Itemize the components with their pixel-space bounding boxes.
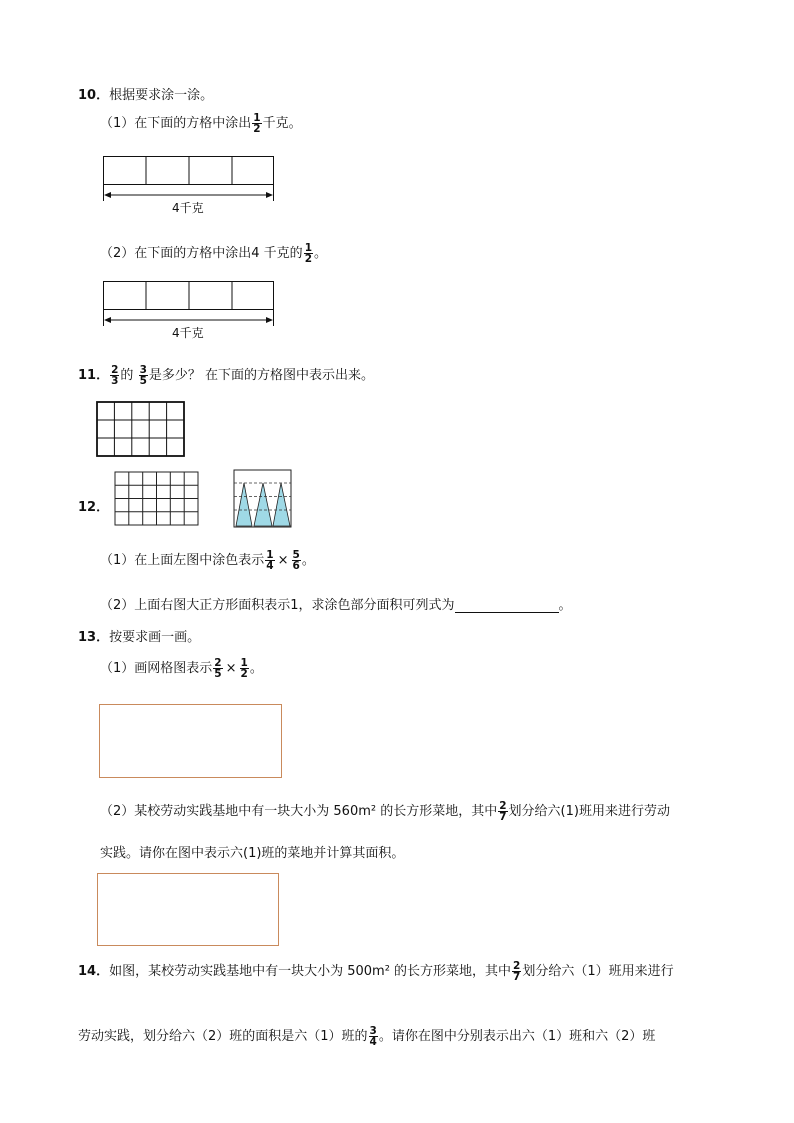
q12-right-square[interactable]	[233, 469, 293, 529]
fraction: $\frac{2}{7}$	[499, 799, 507, 823]
fraction: $\frac{5}{6}$	[292, 548, 300, 572]
q10-bar-label-2: 4千克	[172, 326, 204, 340]
q11-stem	[78, 364, 374, 387]
fraction: $\frac{1}{2}$	[304, 241, 312, 265]
q13-number: 13．	[78, 630, 110, 645]
q14-line1	[78, 960, 674, 983]
q10-p2-suffix: 。	[314, 246, 328, 261]
q14-text-2-cont: 。请你在图中分别表示出六（1）班和六（2）班	[378, 1029, 656, 1044]
q10-stem	[78, 84, 213, 103]
q13-p2-text: （2）某校劳动实践基地中有一块大小为 560m² 的长方形菜地，其中	[100, 804, 498, 819]
q13-drawing-box-1[interactable]	[99, 704, 282, 778]
fraction: $\frac{3}{4}$	[369, 1024, 377, 1048]
q14-text-cont: 划分给六（1）班用来进行	[522, 964, 674, 979]
q14-text-2: 劳动实践，划分给六（2）班的面积是六（1）班的	[78, 1029, 368, 1044]
q10-p1-suffix: 千克。	[262, 116, 302, 131]
q10-number: 10．	[78, 88, 110, 103]
q12-p1-text: （1）在上面左图中涂色表示	[100, 553, 265, 568]
q10-part2	[100, 242, 327, 265]
answer-blank[interactable]	[455, 600, 559, 613]
q13-drawing-box-2[interactable]	[97, 873, 279, 946]
q13-part2-line1	[100, 800, 670, 823]
q14-text: 如图，某校劳动实践基地中有一块大小为 500m² 的长方形菜地，其中	[109, 964, 512, 979]
q13-text: 按要求画一画。	[109, 630, 201, 645]
q13-p1-suffix: 。	[249, 661, 263, 676]
q12-p2-text: （2）上面右图大正方形面积表示1，求涂色部分面积可列式为	[100, 598, 455, 613]
fraction: $\frac{1}{2}$	[240, 656, 248, 680]
q10-part1	[100, 112, 302, 135]
q11-text-mid: 的	[120, 368, 134, 383]
times-sign: ×	[225, 661, 237, 676]
fraction: $\frac{3}{5}$	[139, 363, 147, 387]
q10-text: 根据要求涂一涂。	[109, 88, 214, 103]
q11-text: 是多少？ 在下面的方格图中表示出来。	[148, 368, 375, 383]
q14-line2	[78, 1025, 655, 1048]
q13-stem	[78, 626, 200, 645]
q12-p2-suffix: 。	[558, 598, 572, 613]
q11-number: 11．	[78, 368, 110, 383]
fraction: $\frac{1}{2}$	[253, 111, 261, 135]
fraction: $\frac{2}{7}$	[513, 959, 521, 983]
fraction: $\frac{2}{3}$	[111, 363, 119, 387]
q12-p1-suffix: 。	[301, 553, 315, 568]
q13-p2-text-cont: 划分给六(1)班用来进行劳动	[508, 804, 670, 819]
q13-p1-text: （1）画网格图表示	[100, 661, 213, 676]
q14-number: 14．	[78, 964, 110, 979]
q10-p1-text: （1）在下面的方格中涂出	[100, 116, 252, 131]
q12-left-grid[interactable]	[114, 471, 200, 527]
q12-part2	[100, 594, 572, 613]
times-sign: ×	[277, 553, 289, 568]
fraction: $\frac{2}{5}$	[214, 656, 222, 680]
q12-part1	[100, 549, 315, 572]
q10-bar-label-1: 4千克	[172, 201, 204, 215]
q11-grid[interactable]	[96, 401, 186, 457]
q13-part1	[100, 657, 263, 680]
q10-p2-text: （2）在下面的方格中涂出4 千克的	[100, 246, 303, 261]
fraction: $\frac{1}{4}$	[266, 548, 274, 572]
q13-part2-line2: 实践。请你在图中表示六(1)班的菜地并计算其面积。	[100, 846, 405, 861]
q12-number: 12．	[78, 500, 110, 515]
